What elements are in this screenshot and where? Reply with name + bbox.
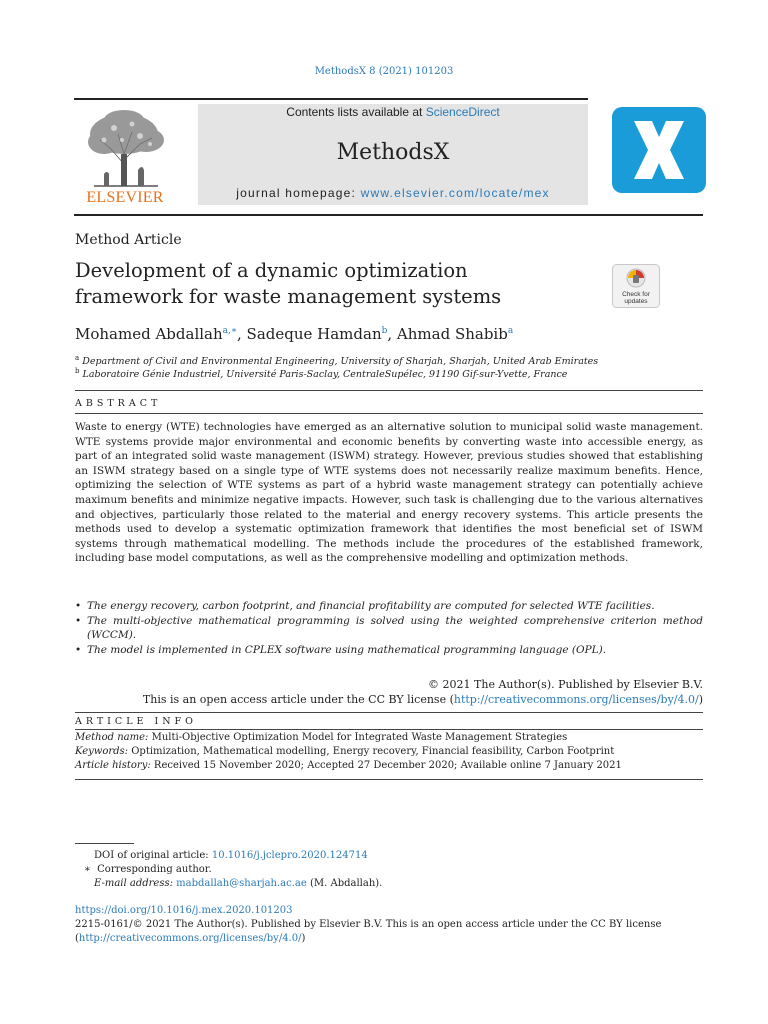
doi-original-link[interactable]: 10.1016/j.jclepro.2020.124714 bbox=[211, 850, 368, 861]
author-separator: , bbox=[387, 325, 397, 343]
author-affiliation-mark[interactable]: b bbox=[381, 326, 388, 336]
journal-reference[interactable]: MethodsX 8 (2021) 101203 bbox=[314, 66, 454, 77]
badge-line-2: updates bbox=[624, 298, 648, 305]
license-prefix: This is an open access article under the CC BY license ( bbox=[142, 693, 454, 706]
email-label: E-mail address: bbox=[94, 878, 177, 889]
sciencedirect-link[interactable]: ScienceDirect bbox=[425, 105, 500, 119]
keywords-label: Keywords: bbox=[75, 746, 129, 757]
author-affiliation-mark[interactable]: a,∗ bbox=[222, 326, 237, 336]
affiliation-text: Laboratoire Génie Industriel, Université Paris-Saclay, CentraleSupélec, 91190 Gif-sur-Yvette, France bbox=[82, 369, 568, 381]
article-info-heading: ARTICLE INFO bbox=[75, 716, 197, 727]
author-name: Ahmad Shabib bbox=[396, 325, 508, 343]
article-title bbox=[75, 258, 595, 310]
copyright-block bbox=[75, 677, 703, 707]
article-history-line bbox=[75, 759, 703, 773]
article-history-label: Article history: bbox=[75, 760, 151, 771]
article-info-rule-top bbox=[75, 712, 703, 713]
affiliation-a bbox=[75, 354, 598, 367]
highlight-item: • The energy recovery, carbon footprint, and financial profitability are computed for selected WTE facilities. bbox=[75, 599, 703, 614]
highlight-item: • The multi-objective mathematical programming is solved using the weighted comprehensive criterion method (WCCM). bbox=[75, 614, 703, 643]
contents-prefix: Contents lists available at bbox=[286, 105, 426, 119]
bottom-license-open: ( bbox=[75, 933, 79, 944]
affiliation-label: a bbox=[75, 354, 80, 362]
bottom-block bbox=[75, 904, 703, 946]
license-suffix: ) bbox=[698, 693, 703, 706]
corresponding-text: Corresponding author. bbox=[97, 864, 212, 875]
elsevier-wordmark: ELSEVIER bbox=[86, 189, 164, 206]
article-doi-link[interactable]: https://doi.org/10.1016/j.mex.2020.101203 bbox=[75, 905, 293, 916]
highlights-list bbox=[75, 599, 703, 657]
email-suffix: (M. Abdallah). bbox=[306, 878, 383, 889]
abstract-rule-top bbox=[75, 390, 703, 391]
author-list bbox=[75, 325, 513, 343]
license-link[interactable]: http://creativecommons.org/licenses/by/4.0/ bbox=[453, 693, 699, 706]
author-separator: , bbox=[237, 325, 247, 343]
abstract-text: Waste to energy (WTE) technologies have emerged as an alternative solution to municipal solid waste management. WTE systems provide major environmental and economic benefits by converting waste into accessible energy, as part of an integrated solid waste management (ISWM) strategy. However, previous studies showed that establishing an ISWM strategy based on a single type of WTE systems does not necessarily realize maximum benefits. Hence, optimizing the selection of WTE systems as part of a hybrid waste management strategy can potentially achieve maximum benefits and minimize negative impacts. However, such task is challenging due to the various alternatives and objectives, particularly those related to the material and energy recovery systems. This article presents the methods used to develop a systematic optimization framework that identifies the most beneficial set of ISWM systems through mathematical modelling. The methods include the procedures of the established framework, including base model computations, as well as the comprehensive modelling and optimization methods. bbox=[75, 421, 703, 565]
corresponding-mark: ∗ bbox=[84, 864, 91, 875]
author-name: Sadeque Hamdan bbox=[246, 325, 382, 343]
article-history: Received 15 November 2020; Accepted 27 December 2020; Available online 7 January 2021 bbox=[153, 760, 622, 771]
affiliation-text: Department of Civil and Environmental Engineering, University of Sharjah, Sharjah, United Arab Emirates bbox=[82, 356, 599, 368]
method-name: Multi-Objective Optimization Model for Integrated Waste Management Strategies bbox=[151, 732, 568, 743]
abstract-heading-rule bbox=[75, 413, 703, 414]
homepage-prefix: journal homepage: bbox=[236, 186, 361, 200]
doi-original-label: DOI of original article: bbox=[94, 850, 212, 861]
keywords-line bbox=[75, 745, 703, 759]
email-link[interactable]: mabdallah@sharjah.ac.ae bbox=[176, 878, 307, 889]
article-type: Method Article bbox=[75, 232, 182, 248]
method-name-line bbox=[75, 731, 703, 745]
corresponding-footnote bbox=[84, 863, 212, 877]
article-title-line-1: Development of a dynamic optimization bbox=[75, 259, 468, 282]
header-rule-top bbox=[74, 98, 588, 100]
article-info-heading-rule bbox=[75, 729, 703, 730]
highlight-item: • The model is implemented in CPLEX software using mathematical programming language (OPL). bbox=[75, 643, 703, 658]
article-title-line-2: framework for waste management systems bbox=[75, 285, 502, 308]
article-info-lines bbox=[75, 731, 703, 773]
keywords: Optimization, Mathematical modelling, Energy recovery, Financial feasibility, Carbon Footprint bbox=[131, 746, 615, 757]
header-rule-bottom bbox=[74, 214, 703, 216]
footnote-rule bbox=[75, 843, 134, 844]
bottom-license-close: ) bbox=[301, 933, 306, 944]
affiliation-label: b bbox=[75, 367, 80, 375]
issn-license-line: 2215-0161/© 2021 The Author(s). Published by Elsevier B.V. This is an open access article under the CC BY license bbox=[75, 919, 662, 930]
bottom-license-link[interactable]: http://creativecommons.org/licenses/by/4.0/ bbox=[78, 933, 302, 944]
article-info-rule-bottom bbox=[75, 779, 703, 780]
journal-homepage-line bbox=[198, 186, 588, 200]
author-name: Mohamed Abdallah bbox=[75, 325, 223, 343]
abstract-heading: ABSTRACT bbox=[75, 398, 162, 409]
doi-original-footnote bbox=[94, 849, 368, 863]
journal-homepage-link[interactable]: www.elsevier.com/locate/mex bbox=[360, 186, 550, 200]
license-line bbox=[75, 692, 703, 707]
copyright-line: © 2021 The Author(s). Published by Elsevier B.V. bbox=[428, 678, 703, 691]
contents-line bbox=[198, 105, 588, 119]
badge-line-1: Check for bbox=[622, 291, 650, 298]
author-affiliation-mark[interactable]: a bbox=[507, 326, 514, 336]
email-footnote bbox=[94, 877, 382, 891]
check-for-updates-badge[interactable] bbox=[612, 264, 660, 308]
bottom-license-line bbox=[75, 932, 703, 946]
methodsx-logo bbox=[612, 107, 706, 193]
method-name-label: Method name: bbox=[75, 732, 149, 743]
journal-title: MethodsX bbox=[336, 140, 450, 165]
affiliation-b bbox=[75, 367, 567, 380]
